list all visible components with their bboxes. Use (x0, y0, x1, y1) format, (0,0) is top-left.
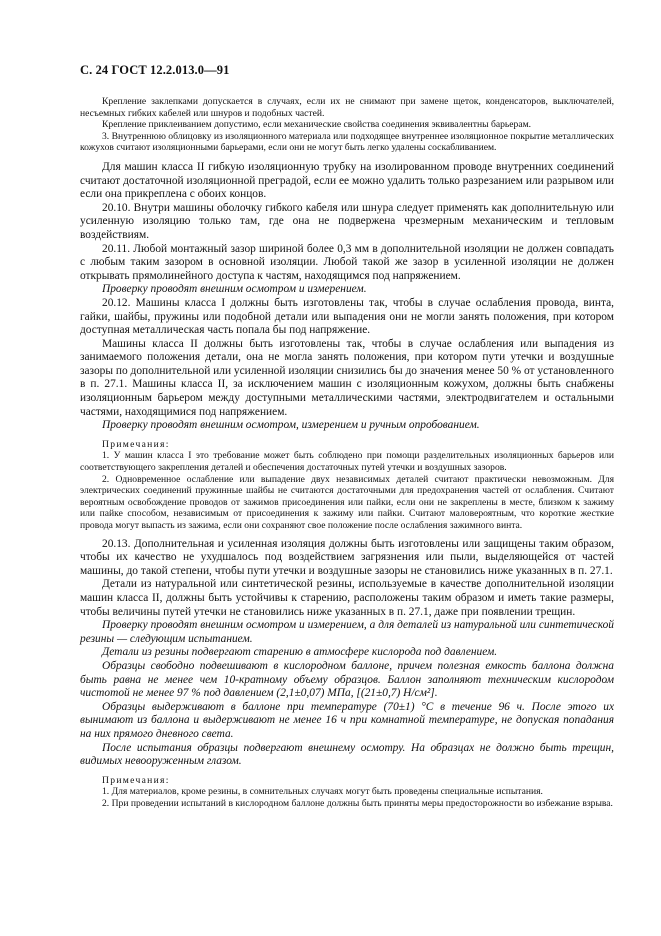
paragraph: 20.13. Дополнительная и усиленная изоляция должны быть изготовлены или защищены таким образом, чтобы их качество не ухудшалось под воздействием загрязнения или пыли, выделяющейся от частей машины, до такой степени, чтобы пути утечки и воздушные зазоры не становились ниже указанных в п. 27.1. (80, 537, 614, 577)
paragraph: 20.11. Любой монтажный зазор шириной более 0,3 мм в дополнительной изоляции не должен совпадать с любым таким зазором в основной изоляции. Любой такой же зазор в усиленной изоляции не должен открывать прямолинейного доступа к частям, находящимся под напряжением. (80, 242, 614, 282)
paragraph: Детали из натуральной или синтетической резины, используемые в качестве дополнительной изоляции машин класса II, должны быть устойчивы к старению, расположены таким образом и иметь такие размеры, чтобы величины путей утечки не становились ниже указанных в п. 27.1, даже при появлении трещин. (80, 578, 614, 618)
paragraph: 20.10. Внутри машины оболочку гибкого кабеля или шнура следует применять как дополнительную или усиленную изоляцию только там, где она не подвержена чрезмерным механическим и тепловым воздействиям. (80, 201, 614, 241)
note-item: 2. При проведении испытаний в кислородном баллоне должны быть приняты меры предосторожности во избежание взрыва. (102, 797, 613, 809)
paragraph: После испытания образцы подвергают внешнему осмотру. На образцах не должно быть трещин, видимых невооруженным глазом. (80, 741, 614, 768)
paragraph: 3. Внутреннюю облицовку из изоляционного материала или подходящее внутреннее изоляционное покрытие металлических кожухов считают изоляционными барьерами, если они не могут быть легко удалены соскабливанием. (80, 130, 614, 154)
note-item: 2. Одновременное ослабление или выпадение двух независимых деталей считают практически невозможным. Для электрических соединений пружинные шайбы не считаются достаточными для предохранения частей от ослабления. Считают вероятным освобождение проводов от зажимов присоединения или пайки, если они не закреплены в месте, близком к зажиму или пайке способом, независимым от присоединения к зажиму или пайки. Считают маловероятным, что короткие жесткие провода могут выпасть из зажима, если они сохраняют свое положение после ослабления зажимного винта. (80, 473, 614, 531)
paragraph: Для машин класса II гибкую изоляционную трубку на изолированном проводе внутренних соединений считают достаточной изоляционной преградой, если ее можно удалить только разрезанием или разрывом или если она прикреплена с обоих концов. (80, 160, 614, 201)
notes-heading: Примечания: (102, 438, 170, 450)
paragraph: Крепление заклепками допускается в случаях, если их не снимают при замене щеток, конденсаторов, выключателей, несъемных гибких кабелей или шнуров и подобных частей. (80, 96, 614, 119)
paragraph: Крепление приклеиванием допустимо, если механические свойства соединения эквивалентны барьерам. (102, 119, 532, 131)
document-body (80, 96, 614, 809)
note-item: 1. У машин класса I это требование может быть соблюдено при помощи разделительных изоляционных барьеров или соответствующего закрепления деталей и обеспечения достаточных путей утечки и воздушных зазоров. (80, 450, 614, 474)
paragraph: Образцы выдерживают в баллоне при температуре (70±1) °С в течение 96 ч. После этого их вынимают из баллона и выдерживают не менее 16 ч при комнатной температуре, не допуская попадания на них прямого дневного света. (80, 700, 614, 740)
paragraph: 20.12. Машины класса I должны быть изготовлены так, чтобы в случае ослабления провода, винта, гайки, шайбы, пружины или подобной детали или выпадения они не могли занять положения, при котором доступная металлическая часть попала бы под напряжение. (80, 296, 614, 337)
note-item: 1. Для материалов, кроме резины, в сомнительных случаях могут быть проведены специальные испытания. (102, 786, 543, 798)
paragraph: Проверку проводят внешним осмотром и измерением. (102, 283, 367, 296)
paragraph: Проверку проводят внешним осмотром и измерением, а для деталей из натуральной или синтетической резины — следующим испытанием. (80, 619, 614, 645)
paragraph: Машины класса II должны быть изготовлены так, чтобы в случае ослабления или выпадения из занимаемого положения детали, она не могла занять положения, при котором пути утечки и воздушные зазоры по дополнительной или усиленной изоляции снизились бы до значения менее 50 % от установленного в п. 27.1. Машины класса II, за исключением машин с изоляционным кожухом, должны быть снабжены изоляционным барьером между доступными металлическими частями, электродвигателем и остальными частями, находящимися под напряжением. (80, 337, 614, 418)
notes-heading: Примечания: (102, 774, 170, 786)
paragraph: Образцы свободно подвешивают в кислородном баллоне, причем полезная емкость баллона должна быть равна не менее чем 10-кратному объему образцов. Баллон заполняют техническим кислородом чистотой не менее 97 % под давлением (2,1±0,07) МПа, [(21±0,7) Н/см²]. (80, 659, 614, 700)
paragraph: Детали из резины подвергают старению в атмосфере кислорода под давлением. (102, 646, 498, 659)
paragraph: Проверку проводят внешним осмотром, измерением и ручным опробованием. (102, 419, 480, 432)
page-header: С. 24 ГОСТ 12.2.013.0—91 (80, 63, 230, 77)
